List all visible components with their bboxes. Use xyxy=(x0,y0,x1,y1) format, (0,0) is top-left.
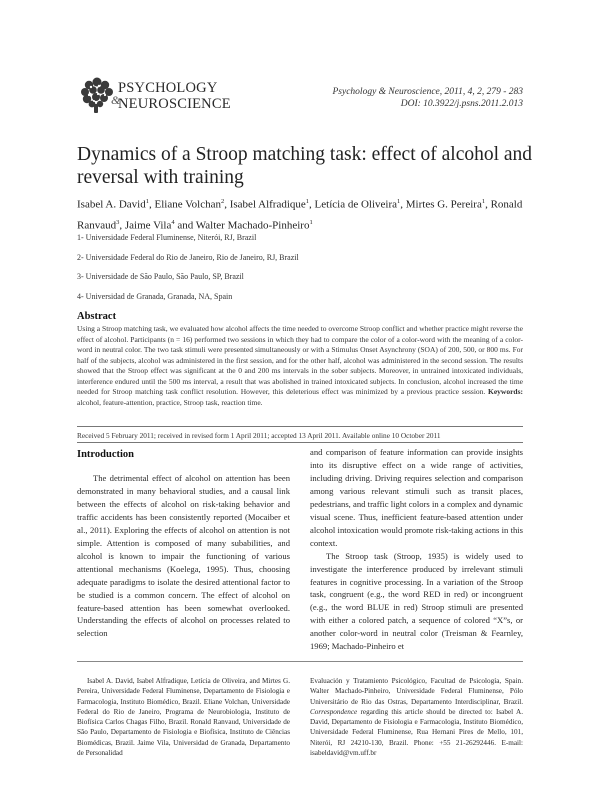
affiliation-list xyxy=(77,228,299,306)
left-column xyxy=(77,472,290,640)
doi-line: DOI: 10.3922/j.psns.2011.2.013 xyxy=(400,99,523,109)
keywords-label: Keywords: xyxy=(488,387,523,396)
abstract-body: Using a Stroop matching task, we evaluated how alcohol affects the time needed to overcome Stroop conflict and whether practice might reverse the effect of alcohol. Participants (n = 16) performed two sessions in which they had to compare the color of a color-word with the meaning of a color-word in neutral color. The two task stimuli were presented simultaneously or with a Stimulus Onset Asynchrony (SOA) of 200, 500, or 800 ms. For half of the subjects, alcohol was administered in the first session, and for the other half, alcohol was administered in the second session. The results showed that the Stroop effect was significant at the 0 and 200 ms intervals in the sober subjects. Moreover, in untrained intoxicated individuals, interference endured until the 500 ms interval, a result that was abolished in trained intoxicated subjects. In conclusion, alcohol increased the time needed for Stroop matching task conflict resolution. However, this deleterious effect was minimized by a previous practice session. xyxy=(77,324,523,396)
author-name: Walter Machado-Pinheiro xyxy=(195,219,310,232)
divider-bottom xyxy=(77,442,523,443)
author-affiliation-mark: 1 xyxy=(481,198,486,205)
author-name: Isabel A. David xyxy=(77,198,146,211)
footnote-divider xyxy=(77,661,523,662)
keywords: alcohol, feature-attention, practice, Stroop task, reaction time. xyxy=(77,397,263,407)
intro-paragraph-2: The Stroop task (Stroop, 1935) is widely used to investigate the interference produced by irrelevant stimuli features in cognitive processing. In a variation of the Stroop task, congruent (e.g., the word RED in red) or incongruent (e.g., the word BLUE in red) Stroop stimuli are presented with either a colored patch, a sequence of colored “X”s, or another color-word in neutral color (Treisman & Fearnley, 1969; Machado-Pinheiro et xyxy=(310,550,523,652)
footnote-left-text: Isabel A. David, Isabel Alfradique, Letícia de Oliveira, and Mirtes G. Pereira, Universidade Federal Fluminense, Departamento de Fisiologia e Farmacologia, Instituto Biomédico, Brazil. Eliane Volchan, Universidade Federal do Rio de Janeiro, Programa de Neurobiologia, Instituto de Biofísica Carlos Chagas Filho, Brazil. Ronald Ranvaud, Universidade de São Paulo, Departamento de Fisiologia e Biofísica, Instituto de Ciências Biomédicas, Brazil. Jaime Vila, Universidad de Granada, Departamento de Personalidad xyxy=(77,677,290,758)
received-dates: Received 5 February 2011; received in revised form 1 April 2011; accepted 13 April 2011. Available online 10 October 2011 xyxy=(77,431,441,440)
author-affiliation-mark: 1 xyxy=(305,198,310,205)
affiliation-2: 2- Universidade Federal do Rio de Janeiro, Rio de Janeiro, RJ, Brazil xyxy=(77,252,299,262)
intro-paragraph-1-continued: and comparison of feature information can provide insights into its disruptive effect on a wide range of activities, including driving. Driving requires selection and comparison among various relevant stimuli such as transit places, pedestrians, and traffic light colors in a complex and dynamic visual scene. Thus, inefficient feature-based attention under alcohol intoxication would promote risk-taking actions in this context. xyxy=(310,447,523,548)
author-name: Isabel Alfradique xyxy=(229,198,306,211)
introduction-heading: Introduction xyxy=(77,449,134,460)
affiliation-4: 4- Universidad de Granada, Granada, NA, Spain xyxy=(77,291,233,301)
author-name: Eliane Volchan xyxy=(154,198,221,211)
abstract-heading: Abstract xyxy=(77,311,117,322)
intro-paragraph-1: The detrimental effect of alcohol on attention has been demonstrated in many behavioral studies, and a causal link between the effects of alcohol on risk-taking behavior and traffic accidents has been consistently reported (Mocaiber et al., 2011). Exploring the effects of alcohol on attention is not simple. Attention is composed of many subabilities, and alcohol is known to impair the functioning of various attentional mechanisms (Koelega, 1995). Thus, choosing adequate paradigms to isolate the desired attentional factor to be studied is a common concern. The effect of alcohol on feature-based attention has been somewhat overlooked. Understanding the effects of alcohol on processes related to selection xyxy=(77,473,290,639)
right-column xyxy=(310,446,523,653)
footnote-right-text-a: Evaluación y Tratamiento Psicológico, Facultad de Psicología, Spain. Walter Machado-Pinheiro, Universidade Federal Fluminense, Pólo Universitário de Rio das Ostras, Departamento Interdisciplinar, Brazil. xyxy=(310,677,523,706)
affiliation-1: 1- Universidade Federal Fluminense, Niterói, RJ, Brazil xyxy=(77,233,257,242)
footnote-left xyxy=(77,676,290,758)
author-list: Isabel A. David$^1$, Eliane Volchan$^2$, Isabel Alfradique$^1$, Letícia de Oliveira$^1$, Mirtes G. Pereira$^1$, Ronald Ranvaud$^3$, Jaime Vila$^4$ and Walter Machado-Pinheiro$^1$ xyxy=(77,198,523,232)
author-affiliation-mark: 1 xyxy=(145,198,149,205)
journal-reference xyxy=(333,86,524,110)
logo-ampersand: & xyxy=(111,93,121,107)
author-name: Letícia de Oliveira xyxy=(314,198,398,211)
author-affiliation-mark: 1 xyxy=(397,198,401,205)
author-affiliation-mark: 3 xyxy=(116,218,120,226)
author-name: Jaime Vila xyxy=(124,219,172,232)
article-title: Dynamics of a Stroop matching task: effect of alcohol and reversal with training xyxy=(77,144,533,188)
logo-word-neuroscience: NEUROSCIENCE xyxy=(118,96,231,112)
author-affiliation-mark: 2 xyxy=(220,198,225,205)
logo-word-psychology: PSYCHOLOGY xyxy=(118,80,218,96)
author-name: Ronald Ranvaud xyxy=(77,198,523,232)
correspondence-label: Correspondence xyxy=(310,707,358,716)
journal-logo xyxy=(77,75,231,117)
footnote-right-text-b: regarding this article should be directed to: Isabel A. David, Departamento de Fisiologia e Farmacologia, Instituto Biomédico, Universidade Federal Fluminense, Rua Hernani Pires de Mello, 101, Niterói, RJ 24210-130, Brazil. Phone: +55 21-26292446. E-mail: isabeldavid@vm.uff.br xyxy=(310,707,523,758)
affiliation-3: 3- Universidade de São Paulo, São Paulo, SP, Brazil xyxy=(77,272,244,281)
author-affiliation-mark: 1 xyxy=(309,218,313,226)
citation-line: Psychology & Neuroscience, 2011, 4, 2, 279 - 283 xyxy=(332,87,523,97)
divider-top xyxy=(77,426,523,427)
author-affiliation-mark: 4 xyxy=(171,218,175,226)
author-name: Mirtes G. Pereira xyxy=(405,198,482,211)
abstract-text xyxy=(77,324,523,408)
footnote-right xyxy=(310,676,523,758)
